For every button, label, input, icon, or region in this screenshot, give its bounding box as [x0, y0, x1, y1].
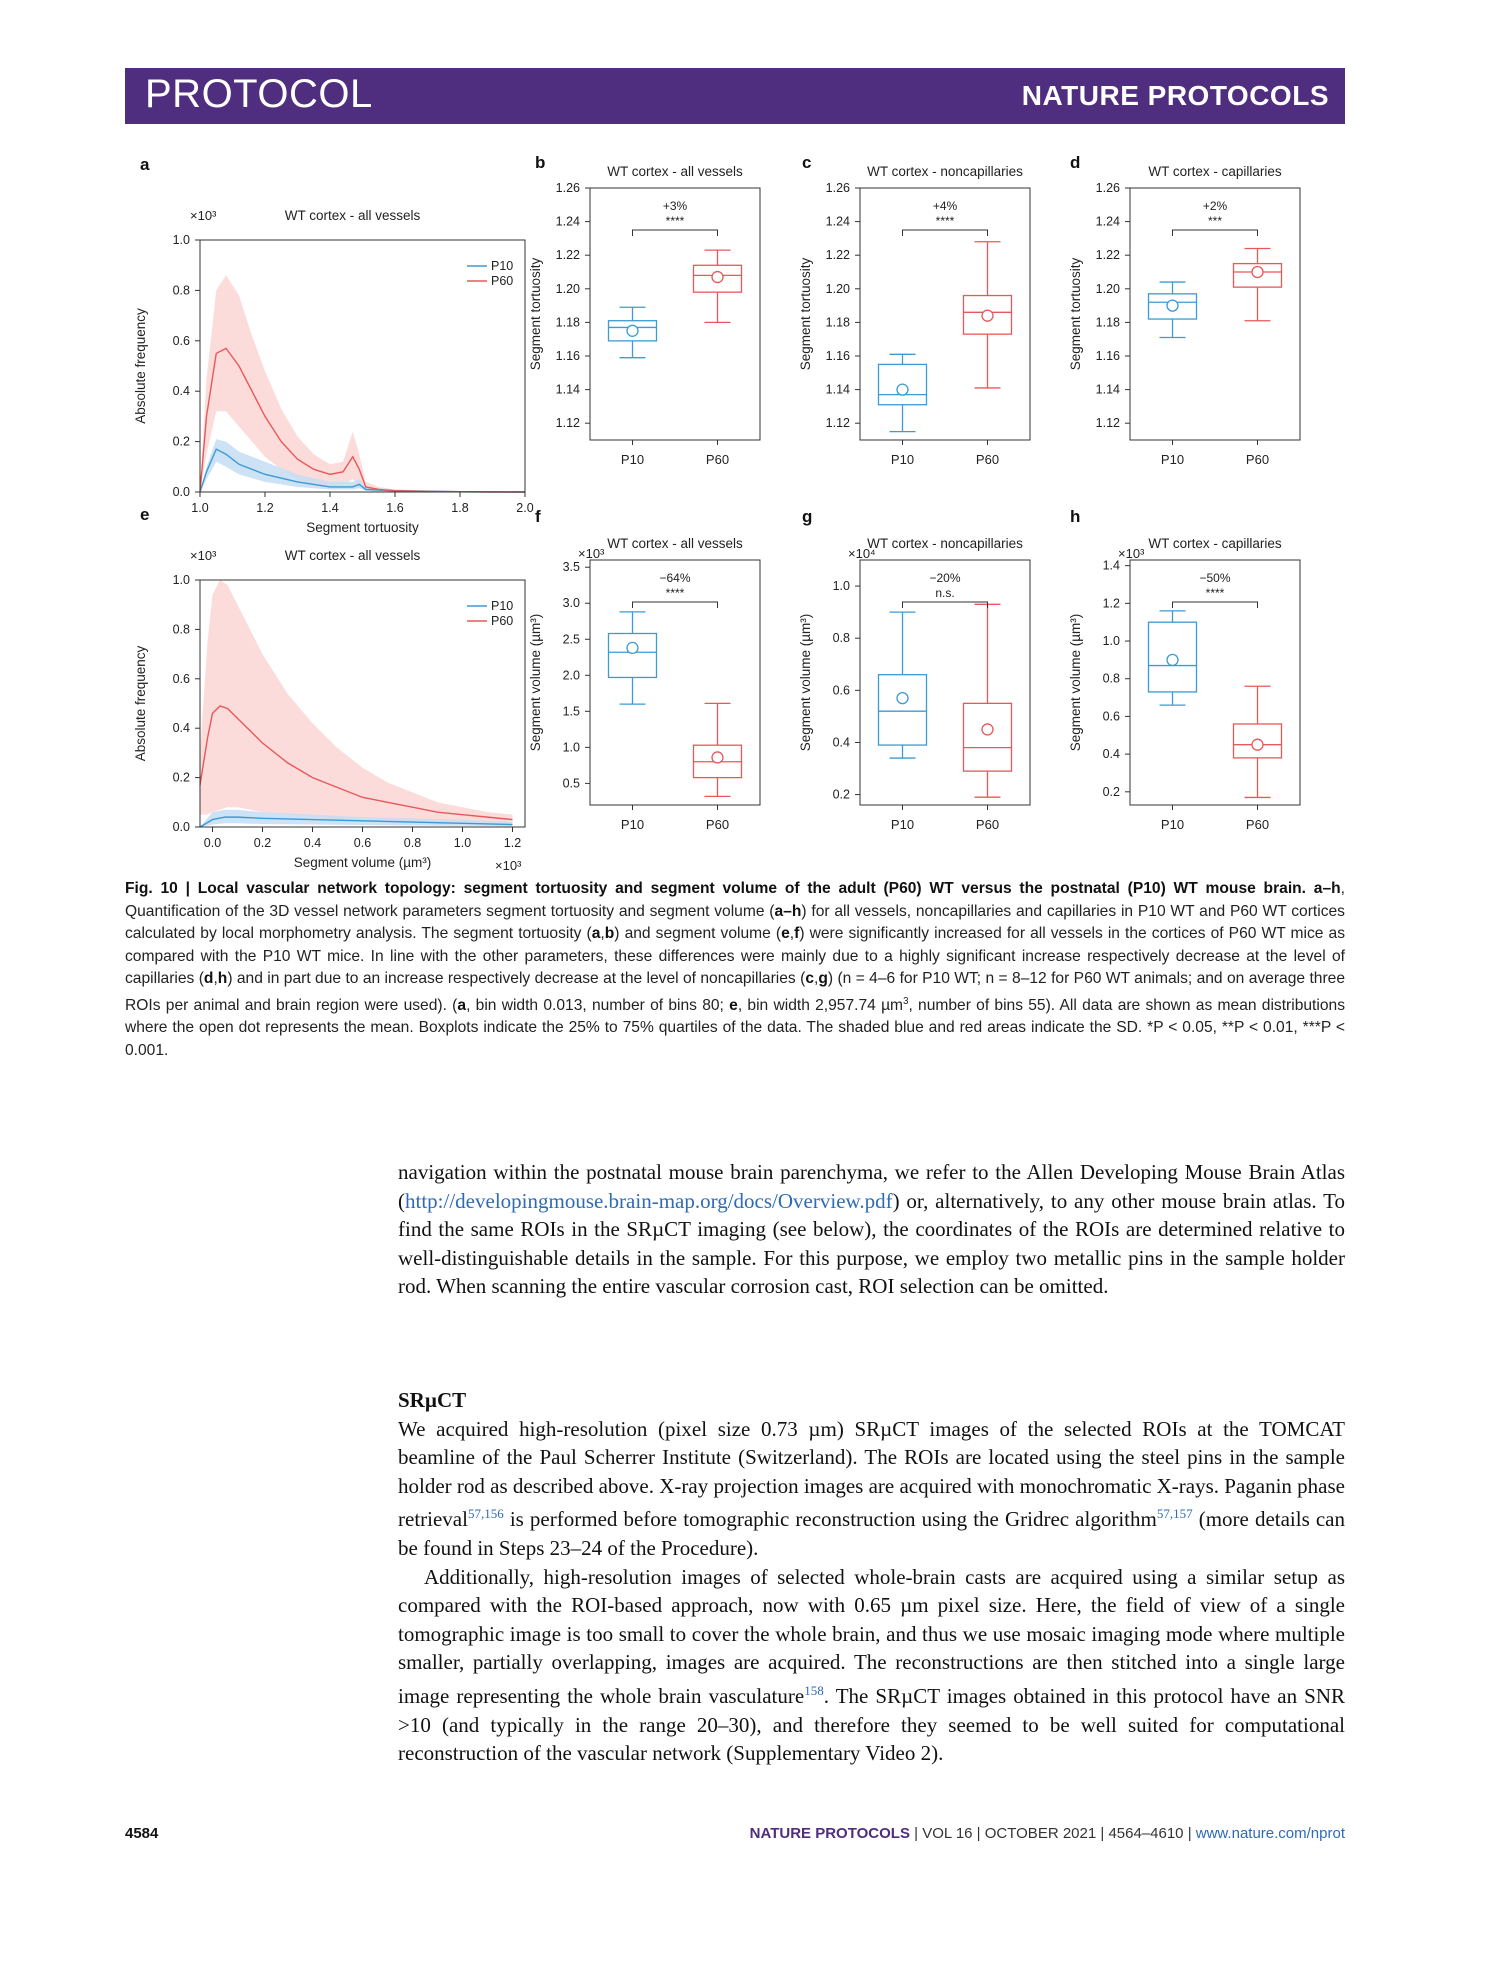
box-p60: [694, 703, 742, 796]
panel-letter-f: f: [535, 507, 541, 526]
y-tick-label: 0.2: [1102, 784, 1120, 799]
x-tick-label: 1.2: [256, 501, 274, 515]
significance-stars: ****: [665, 214, 685, 228]
page-number: 4584: [125, 1825, 159, 1842]
y-tick-label: 0.2: [832, 787, 850, 802]
journal-header: [125, 68, 1345, 124]
y-tick-label: 0.0: [172, 820, 190, 834]
mean-dot: [712, 752, 723, 763]
x-tick-label: 0.0: [203, 836, 222, 850]
panel-f: [528, 507, 760, 832]
legend-label-p10: P10: [491, 599, 514, 613]
figure-10-svg: [125, 150, 1345, 870]
y-tick-label: 0.8: [1102, 671, 1120, 686]
caption-ref-7: h: [217, 970, 228, 987]
percent-change: +2%: [1202, 199, 1228, 213]
mean-dot: [1167, 300, 1178, 311]
y-tick-label: 0.5: [562, 776, 580, 791]
mean-dot: [1167, 654, 1178, 665]
mean-dot: [1252, 267, 1263, 278]
y-tick-label: 1.4: [1102, 558, 1120, 573]
panel-e: [133, 505, 525, 870]
y-axis-label: Segment volume (µm³): [528, 613, 543, 752]
panel-a: [133, 155, 534, 535]
percent-change: +3%: [662, 199, 688, 213]
y-tick-label: 1.0: [172, 233, 190, 247]
box-p60: [694, 250, 742, 322]
y-tick-label: 1.24: [825, 214, 850, 229]
x-tick-label: 1.4: [321, 501, 339, 515]
x-tick-label: 0.2: [253, 836, 272, 850]
caption-ref-9: g: [818, 970, 828, 987]
legend-label-p10: P10: [491, 259, 514, 273]
y-tick-label: 1.26: [825, 181, 850, 195]
section-heading: SRµCT: [398, 1388, 467, 1412]
p3-text-a: Additionally, high-resolution images of selected whole-brain casts are acquired using a similar setup as compared with the ROI-based approach, now with 0.65 µm pixel size. Here, the field of view of a single tomographic image is too small to cover the whole brain, and thus we use mosaic imaging mode where multiple smaller, partially overlapping, images are acquired. The reconstructions are then stitched into a single large image representing the whole brain vasculature: [398, 1564, 1345, 1708]
y-tick-label: 1.12: [1095, 416, 1120, 431]
y-tick-label: 1.14: [555, 382, 580, 397]
y-tick-label: 1.20: [1095, 281, 1120, 296]
y-axis-label: Segment volume (µm³): [798, 613, 813, 752]
y-tick-label: 1.18: [1095, 315, 1120, 330]
caption-text-1: , Quantification of the 3D vessel network parameters segment tortuosity and segment volume (: [125, 880, 1345, 920]
y-tick-label: 3.0: [562, 596, 580, 611]
y-axis-label: Absolute frequency: [133, 308, 148, 424]
y-tick-label: 1.0: [172, 573, 190, 587]
significance-stars: ****: [935, 214, 955, 228]
footer-sep-3: |: [1096, 1825, 1109, 1842]
p2-text-b: is performed before tomographic reconstruction using the Gridrec algorithm: [503, 1507, 1157, 1532]
y-tick-label: 1.2: [1102, 596, 1120, 611]
mean-dot: [712, 272, 723, 283]
caption-panels: a–h: [1313, 880, 1341, 897]
y-multiplier: ×10³: [190, 208, 217, 223]
x-tick-label: 1.6: [386, 501, 404, 515]
y-tick-label: 1.12: [825, 416, 850, 431]
chart-title: WT cortex - capillaries: [1148, 536, 1282, 551]
caption-text-2: ) for all vessels, noncapillaries and capillaries in P10 WT and P60 WT cortices calculated by local morphometry analysis. The segment tortuosity (: [125, 902, 1345, 942]
y-tick-label: 2.0: [562, 668, 580, 683]
panel-g: [798, 507, 1030, 832]
caption-sup: 3: [903, 995, 909, 1007]
y-tick-label: 1.20: [555, 281, 580, 296]
caption-ref-8: c: [805, 970, 814, 987]
x-tick-label: 1.2: [503, 836, 522, 850]
y-axis-label: Segment tortuosity: [1068, 257, 1083, 371]
ref-57-157[interactable]: 57,157: [1156, 1506, 1193, 1522]
y-tick-label: 1.16: [825, 349, 850, 363]
category-label-p10: P10: [890, 817, 915, 832]
sd-band-p60: [200, 580, 513, 826]
percent-change: −64%: [659, 571, 691, 585]
y-tick-label: 0.6: [1102, 709, 1120, 724]
y-tick-label: 0.4: [172, 384, 190, 399]
y-tick-label: 0.2: [172, 770, 190, 785]
sd-band-p10: [200, 439, 525, 492]
y-tick-label: 0.4: [832, 735, 850, 750]
category-label-p60: P60: [1245, 817, 1270, 832]
panel-letter-h: h: [1070, 507, 1081, 526]
y-tick-label: 2.5: [562, 632, 580, 647]
x-axis-label: Segment tortuosity: [306, 520, 419, 535]
y-tick-label: 1.22: [555, 248, 580, 263]
y-tick-label: 1.5: [562, 704, 580, 719]
caption-ref-4: e: [781, 925, 790, 942]
box-iqr: [609, 634, 657, 678]
footer-sep-2: |: [972, 1825, 985, 1842]
y-tick-label: 1.18: [555, 315, 580, 330]
p1-text-b: ) or, alternatively, to any other mouse brain atlas. To find the same ROIs in the SRµCT imaging (see below), the coordinates of the ROIs are determined relative to well-distinguishable details in the sample. For this purpose, we employ two metallic pins in the sample holder rod. When scanning the entire vascular corrosion cast, ROI selection can be omitted.: [398, 1188, 1345, 1299]
x-tick-label: 0.8: [403, 836, 422, 850]
x-tick-label: 2.0: [516, 501, 534, 515]
box-p10: [879, 612, 927, 758]
box-p10: [1149, 611, 1197, 705]
category-label-p10: P10: [890, 452, 915, 467]
caption-ref-1: a–h: [774, 902, 802, 920]
chart-title: WT cortex - all vessels: [607, 536, 743, 551]
footer-sep-4: |: [1183, 1825, 1196, 1842]
ref-158[interactable]: 158: [804, 1682, 824, 1698]
panel-c: [798, 153, 1030, 467]
box-p10: [1149, 282, 1197, 337]
panel-letter-d: d: [1070, 153, 1081, 172]
footer-sep-1: |: [909, 1825, 923, 1842]
category-label-p60: P60: [975, 452, 1000, 467]
caption-ref-2: a: [591, 925, 601, 942]
significance-stars: ***: [1207, 214, 1223, 228]
mean-dot: [897, 384, 908, 395]
box-p60: [1234, 686, 1282, 797]
y-axis-label: Absolute frequency: [133, 645, 148, 762]
footer-journal: NATURE PROTOCOLS: [749, 1825, 910, 1842]
panel-letter-a: a: [140, 155, 150, 174]
category-label-p60: P60: [975, 817, 1000, 832]
x-tick-label: 1.0: [453, 836, 472, 850]
figure-caption: Fig. 10 | Local vascular network topology: segment tortuosity and segment volume of the adult (P60) WT versus the postnatal (P10) WT mouse brain. a–h, Quantification of the 3D vessel network parameters segment tortuosity and segment volume (a–h) for all vessels, noncapillaries and capillaries in P10 WT and P60 WT cortices calculated by local morphometry analysis. The segment tortuosity (a,b) and segment volume (e,f) were significantly increased for all vessels in the cortices of P60 WT mice as compared with the P10 WT mice. In line with the other parameters, these differences were mainly due to a highly significant increase respectively decrease at the level of capillaries (d,h) and in part due to an increase respectively decrease at the level of noncapillaries (c,g) (n = 4–6 for P10 WT; n = 8–12 for P60 WT animals; and on average three ROIs per animal and brain region were used). (a, bin width 0.013, number of bins 80; e, bin width 2,957.74 µm$^3$, number of bins 55). All data are shown as mean distributions where the open dot represents the mean. Boxplots indicate the 25% to 75% quartiles of the data. The shaded blue and red areas indicate the SD. *P < 0.05, **P < 0.01, ***P < 0.001.: [125, 880, 1345, 1059]
p1-text-a: navigation within the postnatal mouse brain parenchyma, we refer to the Allen Developing Mouse Brain Atlas (: [398, 1160, 1345, 1213]
mean-dot: [897, 693, 908, 704]
y-tick-label: 1.18: [825, 315, 850, 330]
atlas-link[interactable]: http://developingmouse.brain-map.org/docs/Overview.pdf: [405, 1188, 893, 1213]
caption-text-3: ) and segment volume (: [614, 925, 782, 942]
y-tick-label: 0.8: [832, 631, 850, 646]
legend-label-p60: P60: [491, 274, 514, 288]
x-tick-label: 0.6: [353, 836, 372, 850]
caption-text-6: ) (n = 4–6 for P10 WT; n = 8–12 for P60 WT animals; and on average three ROIs per animal and brain region were used). (: [125, 970, 1345, 1014]
mean-dot: [627, 325, 638, 336]
panel-letter-c: c: [802, 153, 812, 172]
category-label-p10: P10: [1160, 452, 1185, 467]
caption-ref-10: a: [457, 996, 467, 1014]
mean-dot: [627, 642, 638, 653]
panel-letter-b: b: [535, 153, 546, 172]
y-tick-label: 1.24: [555, 214, 580, 229]
ref-57-156[interactable]: 57,156: [467, 1506, 504, 1522]
footer-url[interactable]: www.nature.com/nprot: [1195, 1825, 1345, 1842]
p2-text-c: (more details can be found in Steps 23–24 of the Procedure).: [398, 1507, 1346, 1560]
chart-title: WT cortex - all vessels: [284, 548, 421, 563]
y-tick-label: 1.14: [1095, 382, 1120, 397]
y-tick-label: 1.14: [825, 382, 850, 397]
y-tick-label: 3.5: [562, 560, 580, 575]
significance-stars: ****: [1205, 586, 1225, 600]
y-tick-label: 0.4: [1102, 747, 1120, 762]
panel-d: [1068, 153, 1300, 467]
box-p10: [879, 354, 927, 431]
y-axis-label: Segment volume (µm³): [1068, 613, 1083, 752]
significance-bracket: [903, 230, 988, 236]
chart-title: WT cortex - all vessels: [284, 208, 421, 223]
section-label: PROTOCOL: [145, 72, 373, 116]
p2-text-a: We acquired high-resolution (pixel size 0.73 µm) SRµCT images of the selected ROIs at the TOMCAT beamline of the Paul Scherrer Institute (Switzerland). The ROIs are located using the steel pins in the sample holder rod as described above. X-ray projection images are acquired with monochromatic X-rays. Paganin phase retrieval: [398, 1416, 1345, 1532]
caption-text-4: ) were significantly increased for all vessels in the cortices of P60 WT mice as compared with the P10 WT mice. In line with the other parameters, these differences were mainly due to a highly significant increase respectively decrease at the level of capillaries (: [125, 925, 1345, 987]
journal-name: NATURE PROTOCOLS: [1021, 80, 1329, 111]
y-axis-label: Segment tortuosity: [528, 257, 543, 371]
chart-title: WT cortex - capillaries: [1148, 164, 1282, 179]
x-tick-label: 0.4: [303, 836, 322, 850]
y-tick-label: 1.22: [825, 248, 850, 263]
x-multiplier: ×10³: [495, 858, 522, 870]
y-tick-label: 1.12: [555, 416, 580, 431]
significance-bracket: [1173, 230, 1258, 236]
y-multiplier: ×10⁴: [848, 546, 876, 561]
p3-text-b: . The SRµCT images obtained in this protocol have an SNR >10 (and typically in the range 20–30), and therefore they seemed to be well suited for computational reconstruction of the vascular network (Supplementary Video 2).: [398, 1683, 1346, 1766]
caption-title: Fig. 10 | Local vascular network topology: segment tortuosity and segment volume of the adult (P60) WT versus the postnatal (P10) WT mouse brain.: [125, 880, 1307, 897]
y-tick-label: 1.0: [1102, 634, 1120, 649]
significance-stars: ****: [665, 586, 685, 600]
y-tick-label: 0.6: [172, 333, 190, 348]
footer-pages: 4564–4610: [1108, 1825, 1184, 1842]
y-tick-label: 1.26: [555, 181, 580, 195]
percent-change: −50%: [1199, 571, 1231, 585]
caption-text-7: , bin width 0.013, number of bins 80;: [466, 996, 730, 1014]
box-p60: [1234, 248, 1282, 320]
x-tick-label: 1.0: [191, 501, 209, 515]
box-p10: [609, 612, 657, 704]
chart-title: WT cortex - noncapillaries: [867, 536, 1023, 551]
caption-text-5: ) and in part due to an increase respectively decrease at the level of noncapillaries (: [227, 970, 806, 987]
panel-letter-g: g: [802, 507, 813, 526]
box-iqr: [964, 703, 1012, 771]
box-p10: [609, 307, 657, 357]
section-srmct: [398, 1386, 1345, 1768]
x-tick-label: 1.8: [451, 501, 469, 515]
mean-dot: [982, 310, 993, 321]
y-tick-label: 0.4: [172, 721, 190, 736]
footer-date: OCTOBER 2021: [984, 1825, 1097, 1842]
caption-ref-3: b: [604, 925, 615, 942]
panel-b: [528, 153, 760, 467]
significance-bracket: [633, 230, 718, 236]
significance-bracket: [903, 602, 988, 608]
percent-change: −20%: [929, 571, 961, 585]
category-label-p60: P60: [1245, 452, 1270, 467]
y-tick-label: 1.0: [562, 740, 580, 755]
y-tick-label: 1.24: [1095, 214, 1120, 229]
y-tick-label: 0.6: [172, 671, 190, 686]
legend-label-p60: P60: [491, 614, 514, 628]
y-tick-label: 0.2: [172, 434, 190, 449]
significance-bracket: [1173, 602, 1258, 608]
significance-bracket: [633, 602, 718, 608]
category-label-p10: P10: [620, 817, 645, 832]
mean-dot: [982, 724, 993, 735]
category-label-p60: P60: [705, 817, 730, 832]
caption-ref-6: d: [203, 970, 214, 987]
body-paragraph-1: [398, 1158, 1345, 1301]
category-label-p10: P10: [1160, 817, 1185, 832]
y-tick-label: 0.0: [172, 485, 190, 499]
figure-10: [125, 150, 1345, 875]
box-p60: [964, 242, 1012, 388]
category-label-p10: P10: [620, 452, 645, 467]
y-tick-label: 1.16: [555, 349, 580, 363]
panel-letter-e: e: [140, 505, 150, 524]
y-tick-label: 0.8: [172, 283, 190, 298]
caption-ref-5: f: [794, 925, 800, 942]
significance-stars: n.s.: [935, 586, 955, 600]
caption-text-9: , number of bins 55). All data are shown as mean distributions where the open dot represents the mean. Boxplots indicate the 25% to 75% quartiles of the data. The shaded blue and red areas indicate the SD. *P < 0.05, **P < 0.01, ***P < 0.001.: [125, 996, 1345, 1059]
box-iqr: [879, 675, 927, 745]
footer-citation: [750, 1825, 1345, 1842]
y-multiplier: ×10³: [190, 548, 217, 563]
y-multiplier: ×10³: [1118, 546, 1145, 561]
y-axis-label: Segment tortuosity: [798, 257, 813, 371]
y-tick-label: 0.8: [172, 622, 190, 637]
y-multiplier: ×10³: [578, 546, 605, 561]
percent-change: +4%: [932, 199, 958, 213]
caption-ref-11: e: [729, 996, 738, 1014]
caption-text-8: , bin width 2,957.74 µm: [737, 996, 904, 1014]
y-tick-label: 1.26: [1095, 181, 1120, 195]
y-tick-label: 1.20: [825, 281, 850, 296]
x-axis-label: Segment volume (µm³): [293, 855, 432, 870]
box-p60: [964, 604, 1012, 797]
y-tick-label: 1.22: [1095, 248, 1120, 263]
y-tick-label: 1.0: [832, 579, 850, 594]
chart-title: WT cortex - all vessels: [607, 164, 743, 179]
y-tick-label: 0.6: [832, 683, 850, 698]
footer-vol: VOL 16: [922, 1825, 973, 1842]
category-label-p60: P60: [705, 452, 730, 467]
chart-title: WT cortex - noncapillaries: [867, 164, 1023, 179]
mean-dot: [1252, 739, 1263, 750]
panel-h: [1068, 507, 1300, 832]
y-tick-label: 1.16: [1095, 349, 1120, 363]
